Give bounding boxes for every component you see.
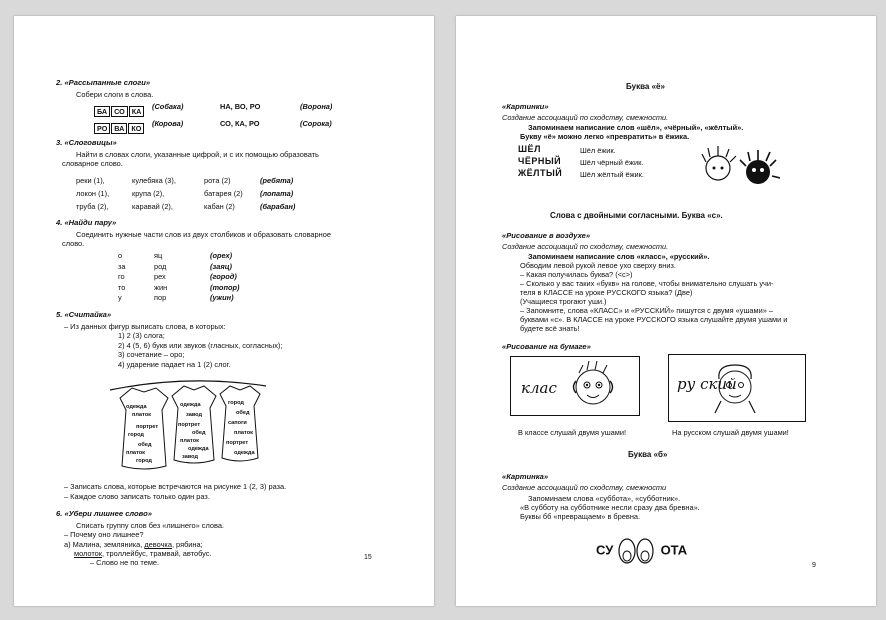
word-part: СУ bbox=[596, 542, 614, 558]
section-3-answers bbox=[260, 174, 295, 213]
phrase: Шёл чёрный ёжик. bbox=[580, 158, 644, 167]
subsection-subtitle: Создание ассоциаций по сходству, смежности. bbox=[502, 113, 669, 122]
list-item: у bbox=[118, 293, 122, 302]
section-5-after-2: – Каждое слово записать только один раз. bbox=[64, 492, 210, 501]
section-5-heading: 5. «Считайка» bbox=[56, 310, 112, 319]
text: , троллейбус, трамвай, автобус. bbox=[102, 549, 212, 558]
section-6-heading: 6. «Убери лишнее слово» bbox=[56, 509, 152, 518]
page-number: 9 bbox=[812, 562, 816, 569]
text-line: «В субботу на субботнике несли сразу два бревна». bbox=[520, 503, 700, 512]
clothesline-picture bbox=[108, 368, 268, 476]
text: , рябина; bbox=[171, 540, 203, 549]
section-6-line-a bbox=[64, 540, 203, 549]
section-4-col2 bbox=[154, 251, 167, 304]
picture-frame-russian bbox=[668, 354, 806, 422]
list-item: крупа (2), bbox=[132, 189, 165, 198]
subsection-subtitle: Создание ассоциаций по сходству, смежности. bbox=[502, 242, 669, 251]
answer: (орех) bbox=[210, 251, 233, 260]
section-6-line-b bbox=[74, 549, 212, 558]
list-item: пор bbox=[154, 293, 167, 302]
text-line: – Сколько у вас таких «букв» на голове, чтобы внимательно слушать учи- bbox=[520, 279, 774, 288]
picture-word: клас bbox=[521, 379, 557, 397]
section-3-task-cont: словарное слово. bbox=[62, 159, 123, 168]
section-2-heading: 2. «Рассыпанные слоги» bbox=[56, 78, 151, 87]
picture-caption: На русском слушай двумя ушами! bbox=[672, 428, 789, 437]
picture-word: платок bbox=[126, 450, 145, 456]
list-item: рех bbox=[154, 272, 166, 281]
picture-word: одежда bbox=[126, 404, 147, 410]
text-line: Букву «ё» можно легко «превратить» в ёжика. bbox=[520, 132, 690, 141]
section-3-col3-list bbox=[204, 174, 243, 213]
list-item: яц bbox=[154, 251, 163, 260]
section-title: Буква «б» bbox=[628, 450, 668, 459]
picture-word: город bbox=[136, 458, 152, 464]
section-title: Буква «ё» bbox=[626, 82, 665, 91]
answer: (ужин) bbox=[210, 293, 234, 302]
picture-word: платок bbox=[180, 438, 199, 444]
text-line: Запоминаем слова «суббота», «субботник». bbox=[528, 494, 681, 503]
picture-frame-class bbox=[510, 356, 640, 416]
yo-words bbox=[518, 143, 562, 179]
word: ШЁЛ bbox=[518, 144, 541, 154]
subsection-heading: «Рисование в воздухе» bbox=[502, 231, 591, 240]
section-5-items bbox=[118, 331, 282, 369]
picture-word: город bbox=[128, 432, 144, 438]
picture-word: город bbox=[228, 400, 244, 406]
text-line: буквами «с». В КЛАССЕ на уроке РУССКОГО языка слушайте двумя ушами и bbox=[520, 315, 788, 324]
answer: (Ворона) bbox=[300, 102, 333, 111]
picture-word: обед bbox=[192, 430, 206, 436]
section-3-col1-list bbox=[76, 174, 109, 213]
picture-caption: В классе слушай двумя ушами! bbox=[518, 428, 627, 437]
odd-word: девочка bbox=[144, 540, 172, 549]
list-item: труба (2), bbox=[76, 202, 109, 211]
section-3-heading: 3. «Слоговицы» bbox=[56, 138, 117, 147]
section-3-col2-list bbox=[132, 174, 176, 213]
section-5-task: – Из данных фигур выписать слова, в которых: bbox=[64, 322, 226, 331]
list-item: о bbox=[118, 251, 123, 260]
answer: (заяц) bbox=[210, 261, 232, 271]
picture-word: одежда bbox=[188, 446, 209, 452]
hedgehog-icon bbox=[696, 140, 780, 188]
list-item: жин bbox=[154, 282, 168, 292]
text-line: – Запомните, слова «КЛАСС» и «РУССКИЙ» пишутся с двумя «ушами» – bbox=[520, 306, 773, 315]
picture-word: ру ский bbox=[677, 375, 737, 393]
left-page bbox=[14, 16, 434, 606]
text: а) Малина, земляника, bbox=[64, 540, 145, 549]
word-part: ОТА bbox=[660, 542, 688, 558]
list-item: 2) 4 (5, 6) букв или звуков (гласных, согласных); bbox=[118, 340, 283, 350]
picture-word: платок bbox=[132, 412, 151, 418]
list-item: за bbox=[118, 261, 126, 271]
list-item: 3) сочетание – оро; bbox=[118, 350, 185, 360]
mixed-syllables: НА, ВО, РО bbox=[220, 102, 261, 111]
text-line: Запоминаем написание слов «класс», «русский». bbox=[528, 252, 710, 261]
section-6-note: – Слово не по теме. bbox=[90, 558, 160, 567]
subsection-heading: «Картинка» bbox=[502, 472, 549, 481]
section-title: Слова с двойными согласными. Буква «с». bbox=[550, 211, 723, 220]
picture-word: портрет bbox=[226, 440, 249, 446]
phrase: Шёл ёжик. bbox=[580, 146, 616, 155]
list-item: локон (1), bbox=[76, 189, 110, 198]
list-item: род bbox=[154, 261, 167, 271]
syllable-box: ВА bbox=[111, 123, 127, 134]
picture-word: завод bbox=[182, 454, 199, 460]
answer: (Собака) bbox=[152, 102, 184, 111]
syllable-box: СО bbox=[111, 106, 128, 117]
picture-word: одежда bbox=[234, 450, 255, 456]
girl-face-icon bbox=[669, 355, 805, 421]
list-item: реки (1), bbox=[76, 176, 105, 185]
list-item: батарея (2) bbox=[204, 189, 243, 198]
mixed-syllables: СО, КА, РО bbox=[220, 119, 260, 128]
section-4-col1 bbox=[118, 251, 126, 304]
section-4-task: Соединить нужные части слов из двух столбиков и образовать словарное bbox=[76, 230, 331, 239]
text-line: Запоминаем написание слов «шёл», «чёрный», «жёлтый». bbox=[528, 123, 744, 132]
section-6-question: – Почему оно лишнее? bbox=[64, 530, 144, 539]
section-2-task: Собери слоги в слова. bbox=[76, 90, 154, 99]
boy-face-icon bbox=[511, 357, 639, 415]
answer: (ребята) bbox=[260, 176, 294, 185]
picture-word: портрет bbox=[178, 422, 201, 428]
syllable-box: КО bbox=[128, 123, 144, 134]
text-line: (Учащиеся трогают уши.) bbox=[520, 297, 607, 306]
subsection-heading: «Рисование на бумаге» bbox=[502, 342, 591, 351]
picture-word: одежда bbox=[180, 402, 201, 408]
list-item: кабан (2) bbox=[204, 202, 235, 211]
picture-word: завод bbox=[186, 412, 203, 418]
word: ЖЁЛТЫЙ bbox=[518, 168, 563, 178]
syllable-box: КА bbox=[129, 106, 145, 117]
answer: (барабан) bbox=[260, 202, 296, 211]
list-item: 1) 2 (3) слога; bbox=[118, 331, 165, 340]
section-6-task: Списать группу слов без «лишнего» слова. bbox=[76, 521, 224, 530]
syllable-box: РО bbox=[94, 123, 110, 134]
section-3-task: Найти в словах слоги, указанные цифрой, и с их помощью образовать bbox=[76, 150, 319, 159]
answer: (Сорока) bbox=[300, 119, 332, 128]
text-line: теля в КЛАССЕ на уроке РУССКОГО языка? (Две) bbox=[520, 288, 693, 297]
subsection-subtitle: Создание ассоциаций по сходству, смежности bbox=[502, 483, 667, 492]
text-line: Буквы бб «превращаем» в бревна. bbox=[520, 512, 641, 521]
list-item: го bbox=[118, 272, 125, 281]
text-line: Обводим левой рукой левое ухо сверху вниз. bbox=[520, 261, 676, 270]
list-item: рота (2) bbox=[204, 176, 231, 185]
text-line: будете всё знать! bbox=[520, 324, 580, 333]
syllable-row-1 bbox=[94, 101, 145, 119]
picture-word: сапоги bbox=[228, 420, 247, 426]
section-5-after-1: – Записать слова, которые встречаются на рисунке 1 (2, 3) раза. bbox=[64, 482, 287, 491]
section-4-answers bbox=[210, 251, 239, 304]
odd-word: молоток bbox=[74, 549, 103, 558]
page-number: 15 bbox=[364, 554, 372, 561]
picture-word: платок bbox=[234, 430, 253, 436]
picture-word: обед bbox=[138, 442, 152, 448]
answer: (лопата) bbox=[260, 189, 294, 198]
yo-phrases bbox=[580, 145, 644, 181]
subsection-heading: «Картинки» bbox=[502, 102, 549, 111]
list-item: 4) ударение падает на 1 (2) слог. bbox=[118, 359, 231, 369]
list-item: кулебяка (3), bbox=[132, 176, 176, 185]
subbota-word bbox=[596, 536, 687, 566]
list-item: каравай (2), bbox=[132, 202, 173, 211]
answer: (топор) bbox=[210, 282, 240, 292]
answer: (Корова) bbox=[152, 119, 184, 128]
section-4-task-cont: слово. bbox=[62, 239, 85, 248]
word: ЧЁРНЫЙ bbox=[518, 156, 562, 166]
text-line: – Какая получилась буква? (<с>) bbox=[520, 270, 633, 279]
logs-icon bbox=[617, 536, 657, 566]
right-page bbox=[456, 16, 876, 606]
picture-word: обед bbox=[236, 410, 250, 416]
syllable-row-2 bbox=[94, 118, 145, 136]
answer: (город) bbox=[210, 272, 237, 281]
list-item: то bbox=[118, 282, 126, 292]
syllable-box: БА bbox=[94, 106, 110, 117]
picture-word: портрет bbox=[136, 424, 159, 430]
phrase: Шёл жёлтый ёжик. bbox=[580, 170, 644, 179]
section-4-heading: 4. «Найди пару» bbox=[56, 218, 117, 227]
